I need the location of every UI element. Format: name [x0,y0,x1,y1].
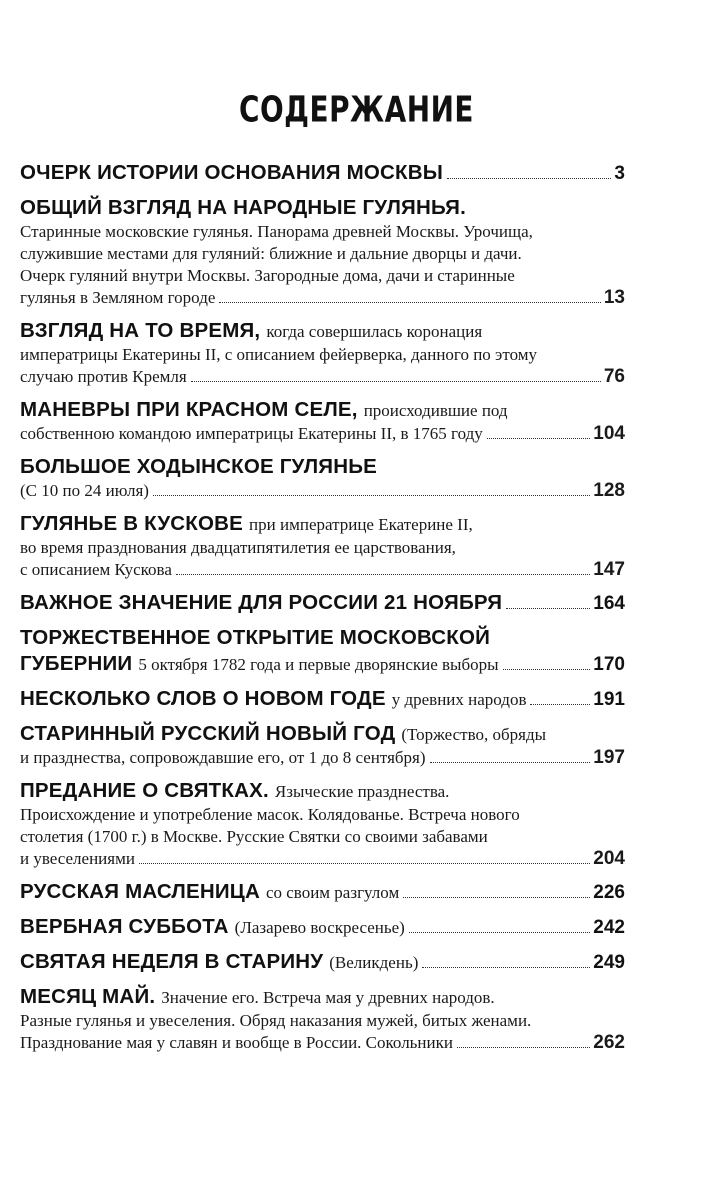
entry-heading: СВЯТАЯ НЕДЕЛЯ В СТАРИНУ [20,950,324,973]
entry-heading: ВЕРБНАЯ СУББОТА [20,915,229,938]
page-number: 128 [593,480,625,501]
entry-heading: ТОРЖЕСТВЕННОЕ ОТКРЫТИЕ МОСКОВСКОЙ [20,626,491,649]
entry-description: (С 10 по 24 июля) [20,481,149,500]
dot-leader [176,574,590,575]
toc-entry[interactable] [20,949,625,975]
entry-description: Языческие празднества. [274,782,450,801]
entry-description: собственною командою императрицы Екатерины II, в 1765 году [20,424,483,443]
entry-description: происходившие под [363,401,508,420]
page-number: 249 [593,952,625,973]
entry-description: с описанием Кускова [20,560,172,579]
toc-entry[interactable] [20,914,625,940]
page-number: 170 [593,654,625,675]
entry-description: (Торжество, обряды [401,725,547,744]
page-number: 191 [593,689,625,710]
entry-description: (Великдень) [329,953,419,972]
page-number: 76 [603,366,625,387]
entry-description: Очерк гуляний внутри Москвы. Загородные дома, дачи и старинные [20,266,515,285]
toc-entry[interactable] [20,318,625,388]
entry-heading: РУССКАЯ МАСЛЕНИЦА [20,880,260,903]
entry-description: (Лазарево воскресенье) [234,918,405,937]
toc-entry[interactable] [20,721,625,769]
toc-entry[interactable] [20,778,625,870]
entry-heading: ВАЖНОЕ ЗНАЧЕНИЕ ДЛЯ РОССИИ 21 НОЯБРЯ [20,591,503,614]
entry-description: и празднества, сопровождавшие его, от 1 до 8 сентября) [20,748,426,767]
dot-leader [191,381,601,382]
page-number: 226 [593,882,625,903]
dot-leader [430,762,591,763]
dot-leader [153,495,590,496]
entry-description: Происхождение и употребление масок. Колядованье. Встреча нового [20,805,520,824]
dot-leader [409,932,590,933]
entry-heading: ГУЛЯНЬЕ В КУСКОВЕ [20,512,244,535]
entry-description: со своим разгулом [265,883,400,902]
entry-description: Разные гулянья и увеселения. Обряд наказания мужей, битых женами. [20,1011,532,1030]
dot-leader [403,897,590,898]
dot-leader [447,178,611,179]
entry-description: столетия (1700 г.) в Москве. Русские Святки со своими забавами [20,827,488,846]
entry-description: 5 октября 1782 года и первые дворянские выборы [138,655,499,674]
entry-heading: НЕСКОЛЬКО СЛОВ О НОВОМ ГОДЕ [20,687,386,710]
toc-entry[interactable] [20,511,625,581]
toc-entry[interactable] [20,984,625,1054]
entry-description: и увеселениями [20,849,135,868]
page-number: 164 [593,593,625,614]
dot-leader [530,704,590,705]
toc-entry[interactable] [20,590,625,616]
toc-entry[interactable] [20,625,625,677]
entry-description: Значение его. Встреча мая у древних народов. [161,988,495,1007]
entry-description: случаю против Кремля [20,367,187,386]
entry-description: Празднование мая у славян и вообще в России. Сокольники [20,1033,453,1052]
page-number: 204 [593,848,625,869]
entry-heading: ОБЩИЙ ВЗГЛЯД НА НАРОДНЫЕ ГУЛЯНЬЯ. [20,196,466,219]
page-number: 262 [593,1032,625,1053]
page-number: 13 [603,287,625,308]
toc-entry[interactable] [20,160,625,186]
dot-leader [487,438,591,439]
entry-heading: ВЗГЛЯД НА ТО ВРЕМЯ, [20,319,261,342]
page-number: 3 [614,163,625,184]
entry-description: гулянья в Земляном городе [20,288,216,307]
entry-description: при императрице Екатерине II, [249,515,473,534]
entry-heading: ГУБЕРНИИ [20,652,133,675]
dot-leader [139,863,590,864]
toc-entry[interactable] [20,195,625,309]
toc-entry[interactable] [20,879,625,905]
dot-leader [219,302,600,303]
entry-heading: МАНЕВРЫ ПРИ КРАСНОМ СЕЛЕ, [20,398,358,421]
page-number: 197 [593,747,625,768]
table-of-contents [20,160,625,1054]
page-number: 147 [593,559,625,580]
entry-heading: БОЛЬШОЕ ХОДЫНСКОЕ ГУЛЯНЬЕ [20,455,378,478]
entry-description: императрицы Екатерины II, с описанием фейерверка, данного по этому [20,345,537,364]
entry-description: у древних народов [391,690,527,709]
entry-description: Старинные московские гулянья. Панорама древней Москвы. Урочища, [20,222,533,241]
entry-heading: ОЧЕРК ИСТОРИИ ОСНОВАНИЯ МОСКВЫ [20,161,443,184]
toc-entry[interactable] [20,686,625,712]
entry-description: во время празднования двадцатипятилетия ее царствования, [20,538,456,557]
entry-description: когда совершилась коронация [266,322,483,341]
dot-leader [503,669,591,670]
entry-heading: ПРЕДАНИЕ О СВЯТКАХ. [20,779,269,802]
toc-entry[interactable] [20,397,625,445]
dot-leader [506,608,590,609]
dot-leader [422,967,590,968]
page-number: 242 [593,917,625,938]
toc-entry[interactable] [20,454,625,502]
page-title: СОДЕРЖАНИЕ [239,89,474,131]
entry-heading: МЕСЯЦ МАЙ. [20,985,156,1008]
dot-leader [457,1047,590,1048]
entry-heading: СТАРИННЫЙ РУССКИЙ НОВЫЙ ГОД [20,722,396,745]
entry-description: служившие местами для гуляний: ближние и дальние дворцы и дачи. [20,244,522,263]
page-number: 104 [593,423,625,444]
